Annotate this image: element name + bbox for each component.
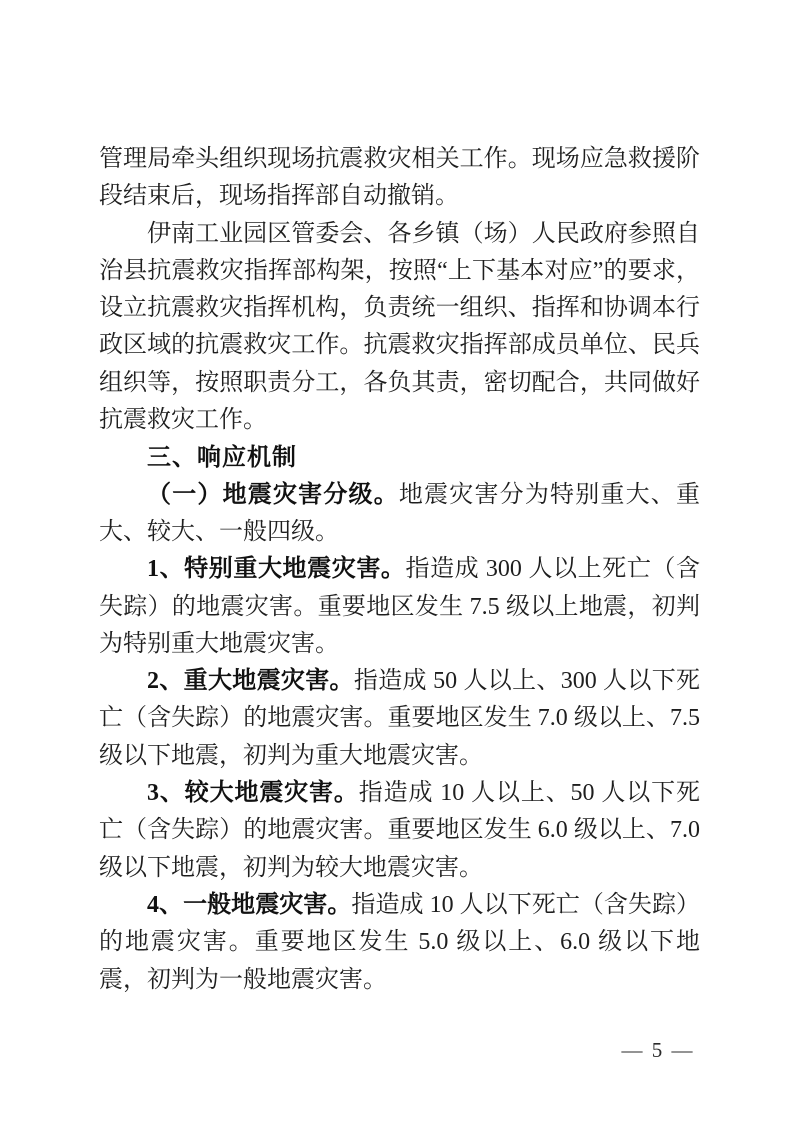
paragraph-lead-bold: 3、较大地震灾害。 (147, 780, 359, 807)
paragraph (99, 216, 700, 440)
page-number: — 5 — (621, 1038, 695, 1062)
paragraph-level-1-extreme (99, 551, 700, 663)
paragraph-text: 指造成 10 人以上、50 人以下死亡（含失踪）的地震灾害。重要地区发生 6.0 级以上、7.0 级以下地震，初判为较大地震灾害。 (99, 780, 701, 881)
paragraph-lead-bold: （一）地震灾害分级。 (147, 481, 399, 508)
paragraph-level-3-large (99, 775, 700, 887)
paragraph-lead-bold: 2、重大地震灾害。 (147, 668, 354, 695)
paragraph-level-4-general (99, 887, 700, 999)
paragraph-text: 地震灾害分为特别重大、重大、较大、一般四级。 (99, 481, 701, 545)
document-body (99, 141, 700, 999)
paragraph-disaster-classification (99, 477, 700, 552)
paragraph-level-2-major (99, 663, 700, 775)
paragraph-lead-bold: 4、一般地震灾害。 (147, 891, 352, 918)
paragraph-text: 指造成 50 人以上、300 人以下死亡（含失踪）的地震灾害。重要地区发生 7.0 级以上、7.5 级以下地震，初判为重大地震灾害。 (99, 668, 701, 769)
paragraph-text: 管理局牵头组织现场抗震救灾相关工作。现场应急救援阶段结束后，现场指挥部自动撤销。 (99, 146, 700, 210)
paragraph-text: 指造成 10 人以下死亡（含失踪）的地震灾害。重要地区发生 5.0 级以上、6.0 级以下地震，初判为一般地震灾害。 (99, 891, 701, 993)
paragraph-text: 指造成 300 人以上死亡（含失踪）的地震灾害。重要地区发生 7.5 级以上地震，初判为特别重大地震灾害。 (99, 556, 700, 657)
paragraph-continuation (99, 141, 700, 216)
paragraph-lead-bold: 1、特别重大地震灾害。 (147, 556, 406, 583)
section-heading-response-mechanism: 三、响应机制 (147, 444, 297, 472)
paragraph-text: 伊南工业园区管委会、各乡镇（场）人民政府参照自治县抗震救灾指挥部构架，按照“上下基本对应”的要求，设立抗震救灾指挥机构，负责统一组织、指挥和协调本行政区域的抗震救灾工作。抗震救灾指挥部成员单位、民兵组织等，按照职责分工，各负其责，密切配合，共同做好抗震救灾工作。 (99, 220, 700, 434)
